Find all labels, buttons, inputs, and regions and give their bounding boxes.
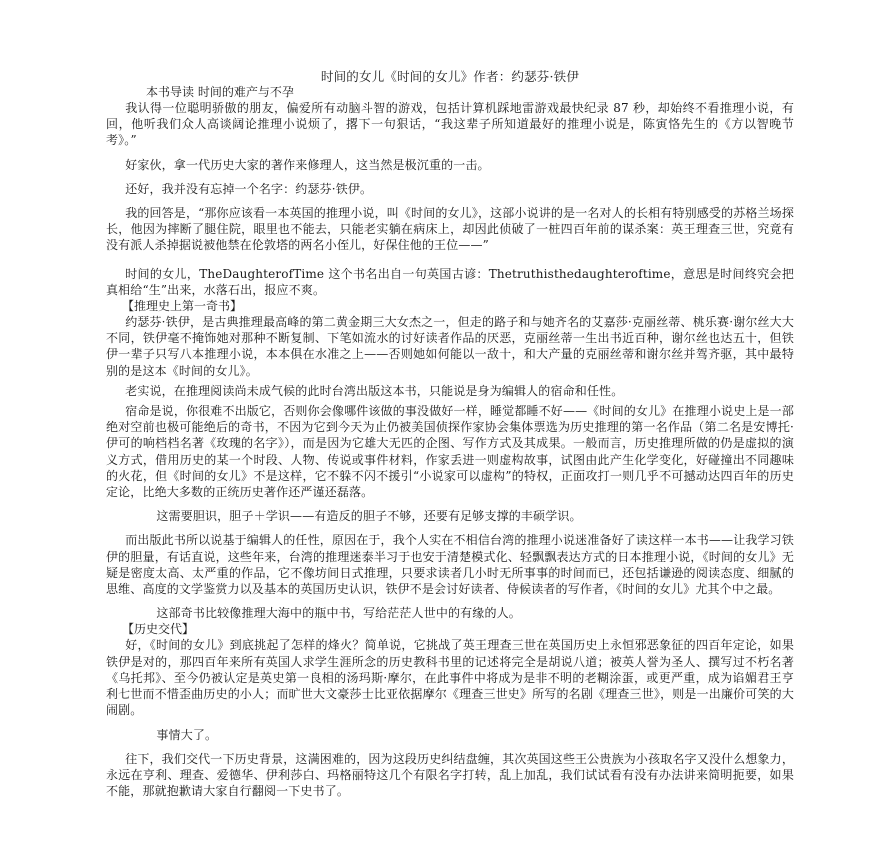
paragraph-destiny: 宿命是说，你很难不出版它，否则你会像哪件该做的事没做好一样，睡觉都睡不好——《时间的女儿》在推理小说史上是一部绝对空前也极可能绝后的奇书，不因为它到今天为止仍被美国侦探作家协会集体票选为历史推理的第一名作品（第二名是安博托·伊可的响档档名著《玫瑰的名字》），而是因为它雄大无匹的企图、写作方式及其成果。一般而言，历史推理所做的仍是虚拟的演义方式，借用历史的某一个时段、人物、传说或事件材料，作家丢进一则虚构故事，试图由此产生化学变化，好碰撞出不同趣味的火花，但《时间的女儿》不是这样，它不躲不闪不援引“小说家可以虚构”的特权，正面攻打一则几乎不可撼动达四百年的历史定论，比绝大多数的正统历史著作还严谨还磊落。 (106, 404, 794, 500)
paragraph-book-title: 时间的女儿，TheDaughterofTime 这个书名出自一句英国古谚：Thetruthisthedaughteroftime，意思是时间终究会把真相给“生”出来，水落石出，报应不爽。 (106, 266, 794, 297)
document-page (106, 68, 794, 799)
paragraph-courage: 这需要胆识，胆子＋学识——有造反的胆子不够，还要有足够支撑的丰硕学识。 (156, 509, 582, 524)
paragraph-willful: 而出版此书所以说基于编辑人的任性，原因在于，我个人实在不相信台湾的推理小说迷准备好了读这样一本书——让我学习铁伊的胆量，有话直说，这些年来，台湾的推理迷泰半习于也安于清楚模式化、轻飘飘表达方式的日本推理小说，《时间的女儿》无疑是密度太高、太严重的作品，它不像坊间日式推理，只要求读者几小时无所事事的时间而已，还包括谦逊的阅读态度、细腻的思维、高度的文学鉴赏力以及基本的英国历史认识，铁伊不是会讨好读者、侍候读者的写作者，《时间的女儿》尤其个中之最。 (106, 533, 794, 597)
paragraph-honestly: 老实说，在推理阅读尚未成气候的此时台湾出版这本书，只能说是身为编辑人的宿命和任性。 (125, 383, 624, 398)
paragraph-bottle: 这部奇书比较像推理大海中的瓶中书，写给茫茫人世中的有缘的人。 (156, 606, 521, 621)
paragraph-name: 还好，我并没有忘掉一个名字：约瑟芬·铁伊。 (125, 181, 373, 196)
paragraph-challenge: 好，《时间的女儿》到底挑起了怎样的烽火？简单说，它挑战了英王理查三世在英国历史上永恒邪恶象征的四百年定论，如果铁伊是对的，那四百年来所有英国人求学生涯所念的历史教科书里的记述将完全是胡说八道；被英人誉为圣人、撰写过不朽名著《乌托邦》、至今仍被认定是英史第一良相的汤玛斯·摩尔，在此事件中将成为是非不明的老糊涂蛋，或更严重，成为谄媚君王亨利七世而不惜歪曲历史的小人；而旷世大文豪莎士比亚依据摩尔《理查三世史》所写的名剧《理查三世》，则是一出廉价可笑的大闹剧。 (106, 638, 794, 718)
paragraph-friend: 我认得一位聪明骄傲的朋友，偏爱所有动脑斗智的游戏，包括计算机踩地雷游戏最快纪录 87 秒，却始终不看推理小说，有回，他听我们众人高谈阔论推理小说烦了，撂下一句狠话，“我这辈子所知道最好的推理小说是，陈寅恪先生的《方以智晚节考》。” (106, 101, 794, 148)
paragraph-answer: 我的回答是，“那你应该看一本英国的推理小说，叫《时间的女儿》，这部小说讲的是一名对人的长相有特别感受的苏格兰场探长，他因为摔断了腿住院，眼里也不能去，只能老实躺在病床上，却因此侦破了一桩四百年前的谋杀案：英王理查三世，究竟有没有派人杀掉据说被他禁在伦敦塔的两名小侄儿，好保住他的王位——” (106, 206, 794, 253)
paragraph-heavy-blow: 好家伙，拿一代历史大家的著作来修理人，这当然是极沉重的一击。 (125, 157, 490, 172)
guide-heading: 本书导读 时间的难产与不孕 (146, 85, 294, 99)
paragraph-background: 往下，我们交代一下历史背景，这满困难的，因为这段历史纠结盘缠，其次英国这些王公贵族为小孩取名字又没什么想象力，永远在亨利、理查、爱德华、伊利莎白、玛格丽特这几个有限名字打转，乱上加乱，我们试试看有没有办法讲来简明扼要，如果不能，那就抱歉请大家自行翻阅一下史书了。 (106, 751, 794, 799)
section-heading-history: 【历史交代】 (122, 622, 195, 637)
paragraph-big-deal: 事情大了。 (156, 727, 218, 742)
paragraph-tey-intro: 约瑟芬·铁伊，是古典推理最高峰的第二黄金期三大女杰之一，但走的路子和与她齐名的艾嘉莎·克丽丝蒂、桃乐赛·谢尔丝大大不同，铁伊毫不掩饰她对那种不断复制、下笔如流水的讨好读者作品的厌恶，克丽丝蒂一生出书近百种，谢尔丝也达五十，但铁伊一辈子只写八本推理小说，本本俱在水准之上——否则她如何能以一敌十，和大产量的克丽丝蒂和谢尔丝并驾齐驱，其中最特别的是这本《时间的女儿》。 (106, 315, 794, 378)
document-title: 时间的女儿《时间的女儿》作者：约瑟芬·铁伊 (320, 69, 580, 84)
section-heading-masterpiece: 【推理史上第一奇书】 (122, 299, 243, 314)
